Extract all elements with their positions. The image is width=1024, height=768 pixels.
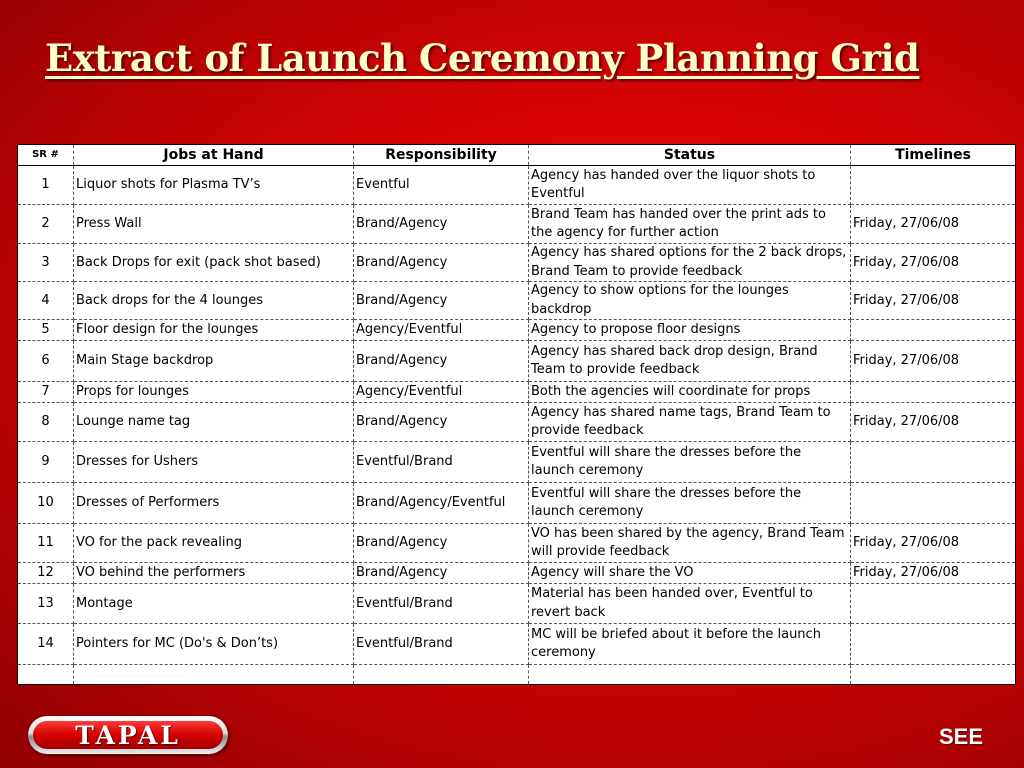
cell-timeline bbox=[851, 442, 1016, 483]
cell-responsibility: Brand/Agency bbox=[354, 244, 529, 282]
cell-sr: 12 bbox=[18, 563, 74, 584]
cell-job: Press Wall bbox=[74, 205, 354, 244]
table-row bbox=[18, 584, 1016, 624]
table-row bbox=[18, 665, 1016, 685]
cell-timeline: Friday, 27/06/08 bbox=[851, 563, 1016, 584]
cell-responsibility: Agency/Eventful bbox=[354, 320, 529, 341]
cell-timeline: Friday, 27/06/08 bbox=[851, 403, 1016, 442]
cell-job: Floor design for the lounges bbox=[74, 320, 354, 341]
cell-job: Props for lounges bbox=[74, 382, 354, 403]
cell-timeline: Friday, 27/06/08 bbox=[851, 341, 1016, 382]
table-row bbox=[18, 403, 1016, 442]
table-row bbox=[18, 320, 1016, 341]
cell-job: Dresses for Ushers bbox=[74, 442, 354, 483]
header-sr: SR # bbox=[18, 145, 74, 166]
header-row bbox=[18, 145, 1016, 166]
table-row bbox=[18, 282, 1016, 320]
cell-status bbox=[529, 665, 851, 685]
cell-responsibility: Brand/Agency bbox=[354, 563, 529, 584]
slide-title: Extract of Launch Ceremony Planning Grid bbox=[45, 36, 920, 80]
header-responsibility: Responsibility bbox=[354, 145, 529, 166]
cell-sr: 7 bbox=[18, 382, 74, 403]
cell-sr: 1 bbox=[18, 166, 74, 205]
cell-responsibility: Brand/Agency/Eventful bbox=[354, 483, 529, 524]
cell-job: Back drops for the 4 lounges bbox=[74, 282, 354, 320]
cell-job: VO behind the performers bbox=[74, 563, 354, 584]
cell-status: Brand Team has handed over the print ads to the agency for further action bbox=[529, 205, 851, 244]
cell-sr: 4 bbox=[18, 282, 74, 320]
cell-timeline: Friday, 27/06/08 bbox=[851, 282, 1016, 320]
cell-timeline bbox=[851, 624, 1016, 665]
cell-sr: 11 bbox=[18, 524, 74, 563]
cell-sr: 3 bbox=[18, 244, 74, 282]
cell-sr: 6 bbox=[18, 341, 74, 382]
cell-status: Agency will share the VO bbox=[529, 563, 851, 584]
tapal-logo bbox=[28, 716, 228, 754]
cell-timeline bbox=[851, 166, 1016, 205]
cell-sr bbox=[18, 665, 74, 685]
cell-sr: 13 bbox=[18, 584, 74, 624]
table-body bbox=[18, 166, 1016, 685]
table-row bbox=[18, 442, 1016, 483]
table-row bbox=[18, 524, 1016, 563]
cell-status: Agency has handed over the liquor shots to Eventful bbox=[529, 166, 851, 205]
cell-timeline bbox=[851, 320, 1016, 341]
cell-sr: 5 bbox=[18, 320, 74, 341]
cell-status: Agency to show options for the lounges backdrop bbox=[529, 282, 851, 320]
cell-sr: 8 bbox=[18, 403, 74, 442]
cell-job: Lounge name tag bbox=[74, 403, 354, 442]
cell-timeline: Friday, 27/06/08 bbox=[851, 205, 1016, 244]
cell-sr: 14 bbox=[18, 624, 74, 665]
table-row bbox=[18, 244, 1016, 282]
cell-responsibility: Brand/Agency bbox=[354, 205, 529, 244]
table-row bbox=[18, 624, 1016, 665]
cell-job: VO for the pack revealing bbox=[74, 524, 354, 563]
cell-status: Agency has shared back drop design, Brand Team to provide feedback bbox=[529, 341, 851, 382]
cell-responsibility: Agency/Eventful bbox=[354, 382, 529, 403]
cell-timeline bbox=[851, 665, 1016, 685]
cell-status: Agency has shared name tags, Brand Team to provide feedback bbox=[529, 403, 851, 442]
cell-job: Pointers for MC (Do's & Don’ts) bbox=[74, 624, 354, 665]
table-row bbox=[18, 483, 1016, 524]
table-row bbox=[18, 205, 1016, 244]
cell-status: Agency to propose floor designs bbox=[529, 320, 851, 341]
cell-responsibility: Eventful/Brand bbox=[354, 624, 529, 665]
cell-status: Both the agencies will coordinate for props bbox=[529, 382, 851, 403]
table-row bbox=[18, 341, 1016, 382]
cell-job: Main Stage backdrop bbox=[74, 341, 354, 382]
table-row bbox=[18, 563, 1016, 584]
header-status: Status bbox=[529, 145, 851, 166]
planning-grid-table bbox=[17, 144, 1016, 685]
cell-responsibility: Eventful/Brand bbox=[354, 442, 529, 483]
header-jobs: Jobs at Hand bbox=[74, 145, 354, 166]
cell-job: Montage bbox=[74, 584, 354, 624]
table-row bbox=[18, 166, 1016, 205]
cell-responsibility: Brand/Agency bbox=[354, 403, 529, 442]
cell-timeline bbox=[851, 483, 1016, 524]
cell-responsibility: Eventful bbox=[354, 166, 529, 205]
cell-timeline: Friday, 27/06/08 bbox=[851, 244, 1016, 282]
cell-responsibility: Brand/Agency bbox=[354, 341, 529, 382]
cell-sr: 2 bbox=[18, 205, 74, 244]
cell-timeline bbox=[851, 584, 1016, 624]
cell-job bbox=[74, 665, 354, 685]
cell-job: Back Drops for exit (pack shot based) bbox=[74, 244, 354, 282]
cell-responsibility: Brand/Agency bbox=[354, 524, 529, 563]
cell-status: Eventful will share the dresses before the launch ceremony bbox=[529, 442, 851, 483]
cell-status: Material has been handed over, Eventful to revert back bbox=[529, 584, 851, 624]
see-label: SEE bbox=[939, 724, 984, 749]
cell-sr: 10 bbox=[18, 483, 74, 524]
cell-job: Dresses of Performers bbox=[74, 483, 354, 524]
cell-status: MC will be briefed about it before the launch ceremony bbox=[529, 624, 851, 665]
cell-responsibility bbox=[354, 665, 529, 685]
cell-timeline bbox=[851, 382, 1016, 403]
cell-timeline: Friday, 27/06/08 bbox=[851, 524, 1016, 563]
cell-responsibility: Eventful/Brand bbox=[354, 584, 529, 624]
cell-responsibility: Brand/Agency bbox=[354, 282, 529, 320]
cell-status: Agency has shared options for the 2 back drops, Brand Team to provide feedback bbox=[529, 244, 851, 282]
table-row bbox=[18, 382, 1016, 403]
cell-status: VO has been shared by the agency, Brand Team will provide feedback bbox=[529, 524, 851, 563]
cell-sr: 9 bbox=[18, 442, 74, 483]
cell-job: Liquor shots for Plasma TV’s bbox=[74, 166, 354, 205]
logo-text: TAPAL bbox=[33, 721, 223, 749]
cell-status: Eventful will share the dresses before the launch ceremony bbox=[529, 483, 851, 524]
header-timelines: Timelines bbox=[851, 145, 1016, 166]
